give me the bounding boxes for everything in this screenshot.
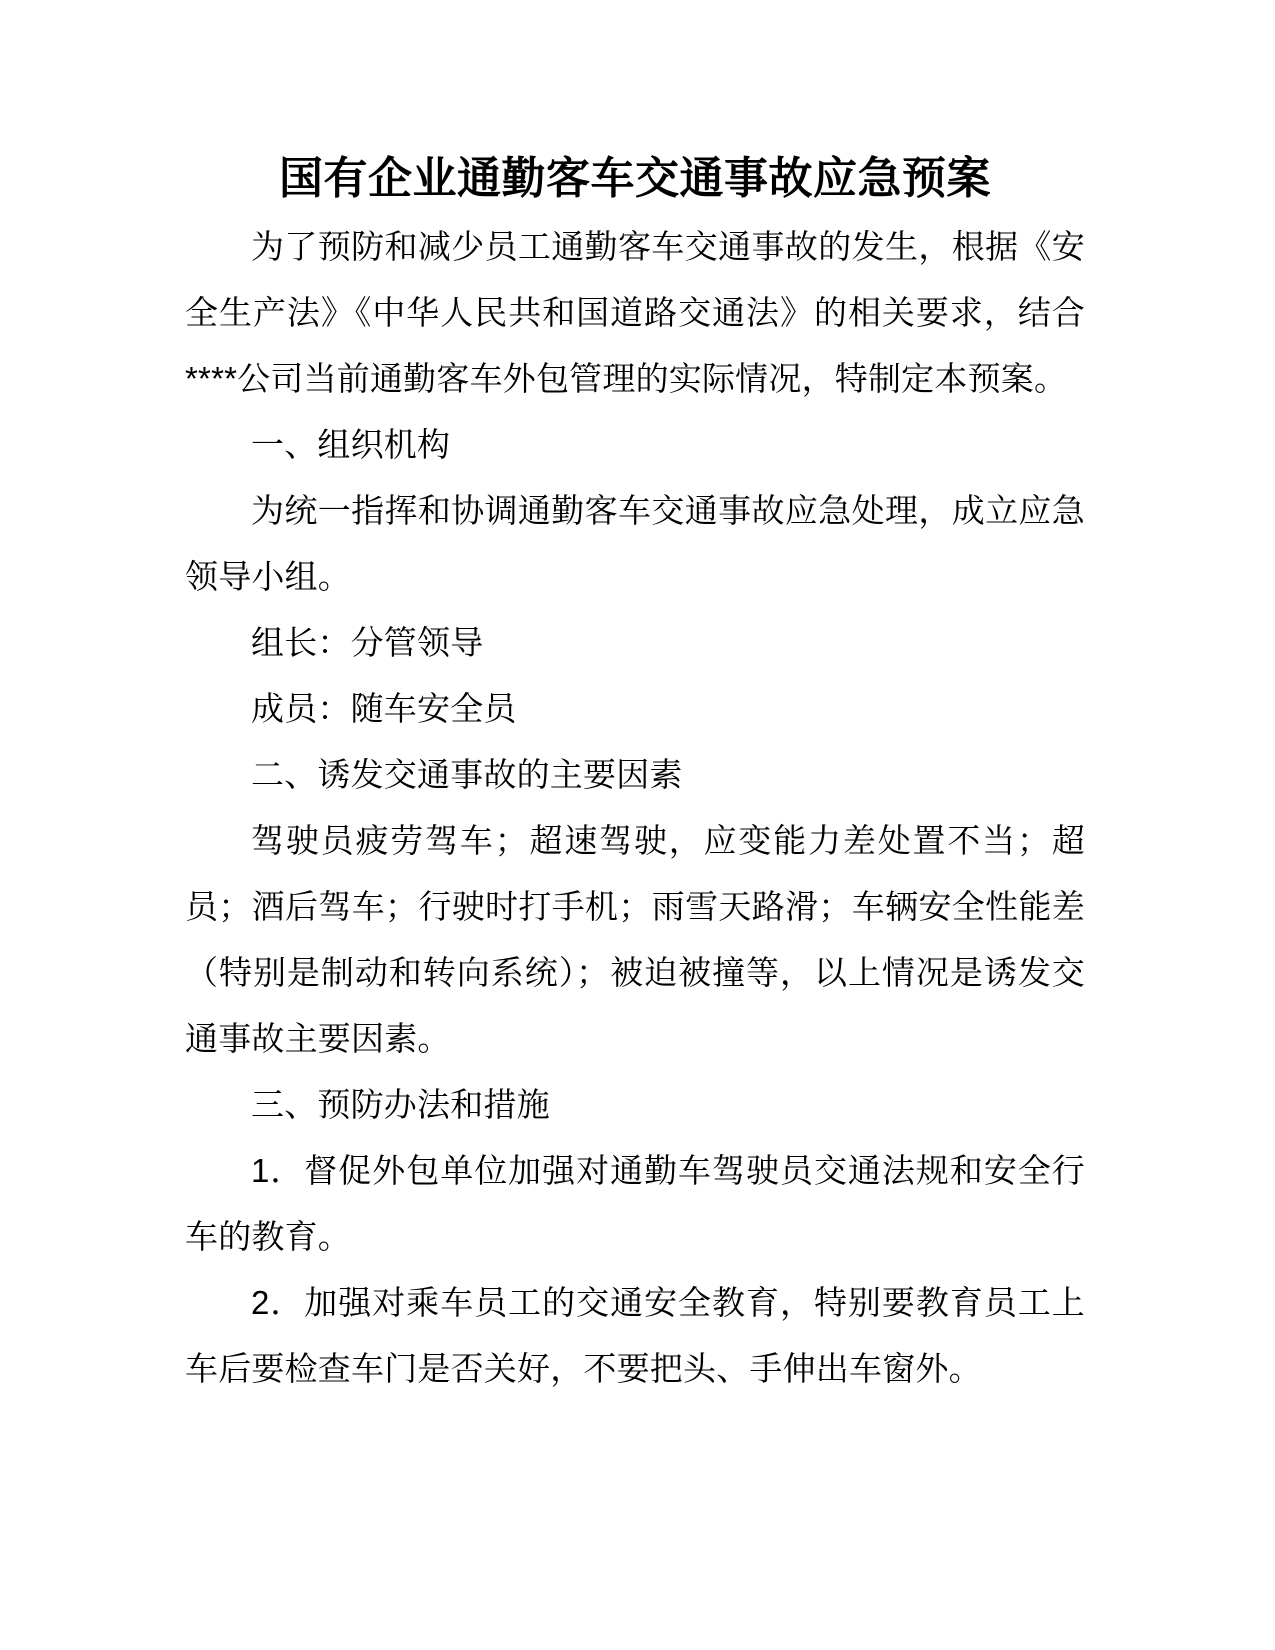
document-content — [185, 144, 1085, 1402]
body-paragraph: 为了预防和减少员工通勤客车交通事故的发生，根据《安全生产法》《中华人民共和国道路交通法》的相关要求，结合****公司当前通勤客车外包管理的实际情况，特制定本预案。 — [185, 228, 1085, 397]
section-heading: 三、预防办法和措施 — [251, 1086, 550, 1123]
body-paragraph: 成员：随车安全员 — [251, 690, 517, 727]
section-heading: 一、组织机构 — [251, 426, 451, 463]
body-paragraph: 1．督促外包单位加强对通勤车驾驶员交通法规和安全行车的教育。 — [185, 1152, 1085, 1255]
document-body — [185, 214, 1085, 1402]
body-paragraph: 组长：分管领导 — [251, 624, 484, 661]
document-title: 国有企业通勤客车交通事故应急预案 — [279, 154, 991, 203]
body-paragraph: 为统一指挥和协调通勤客车交通事故应急处理，成立应急领导小组。 — [185, 492, 1085, 595]
section-heading: 二、诱发交通事故的主要因素 — [251, 756, 683, 793]
body-paragraph: 2．加强对乘车员工的交通安全教育，特别要教育员工上车后要检查车门是否关好，不要把头、手伸出车窗外。 — [185, 1284, 1085, 1387]
body-paragraph: 驾驶员疲劳驾车；超速驾驶，应变能力差处置不当；超员；酒后驾车；行驶时打手机；雨雪天路滑；车辆安全性能差（特别是制动和转向系统）；被迫被撞等，以上情况是诱发交通事故主要因素。 — [185, 822, 1085, 1057]
